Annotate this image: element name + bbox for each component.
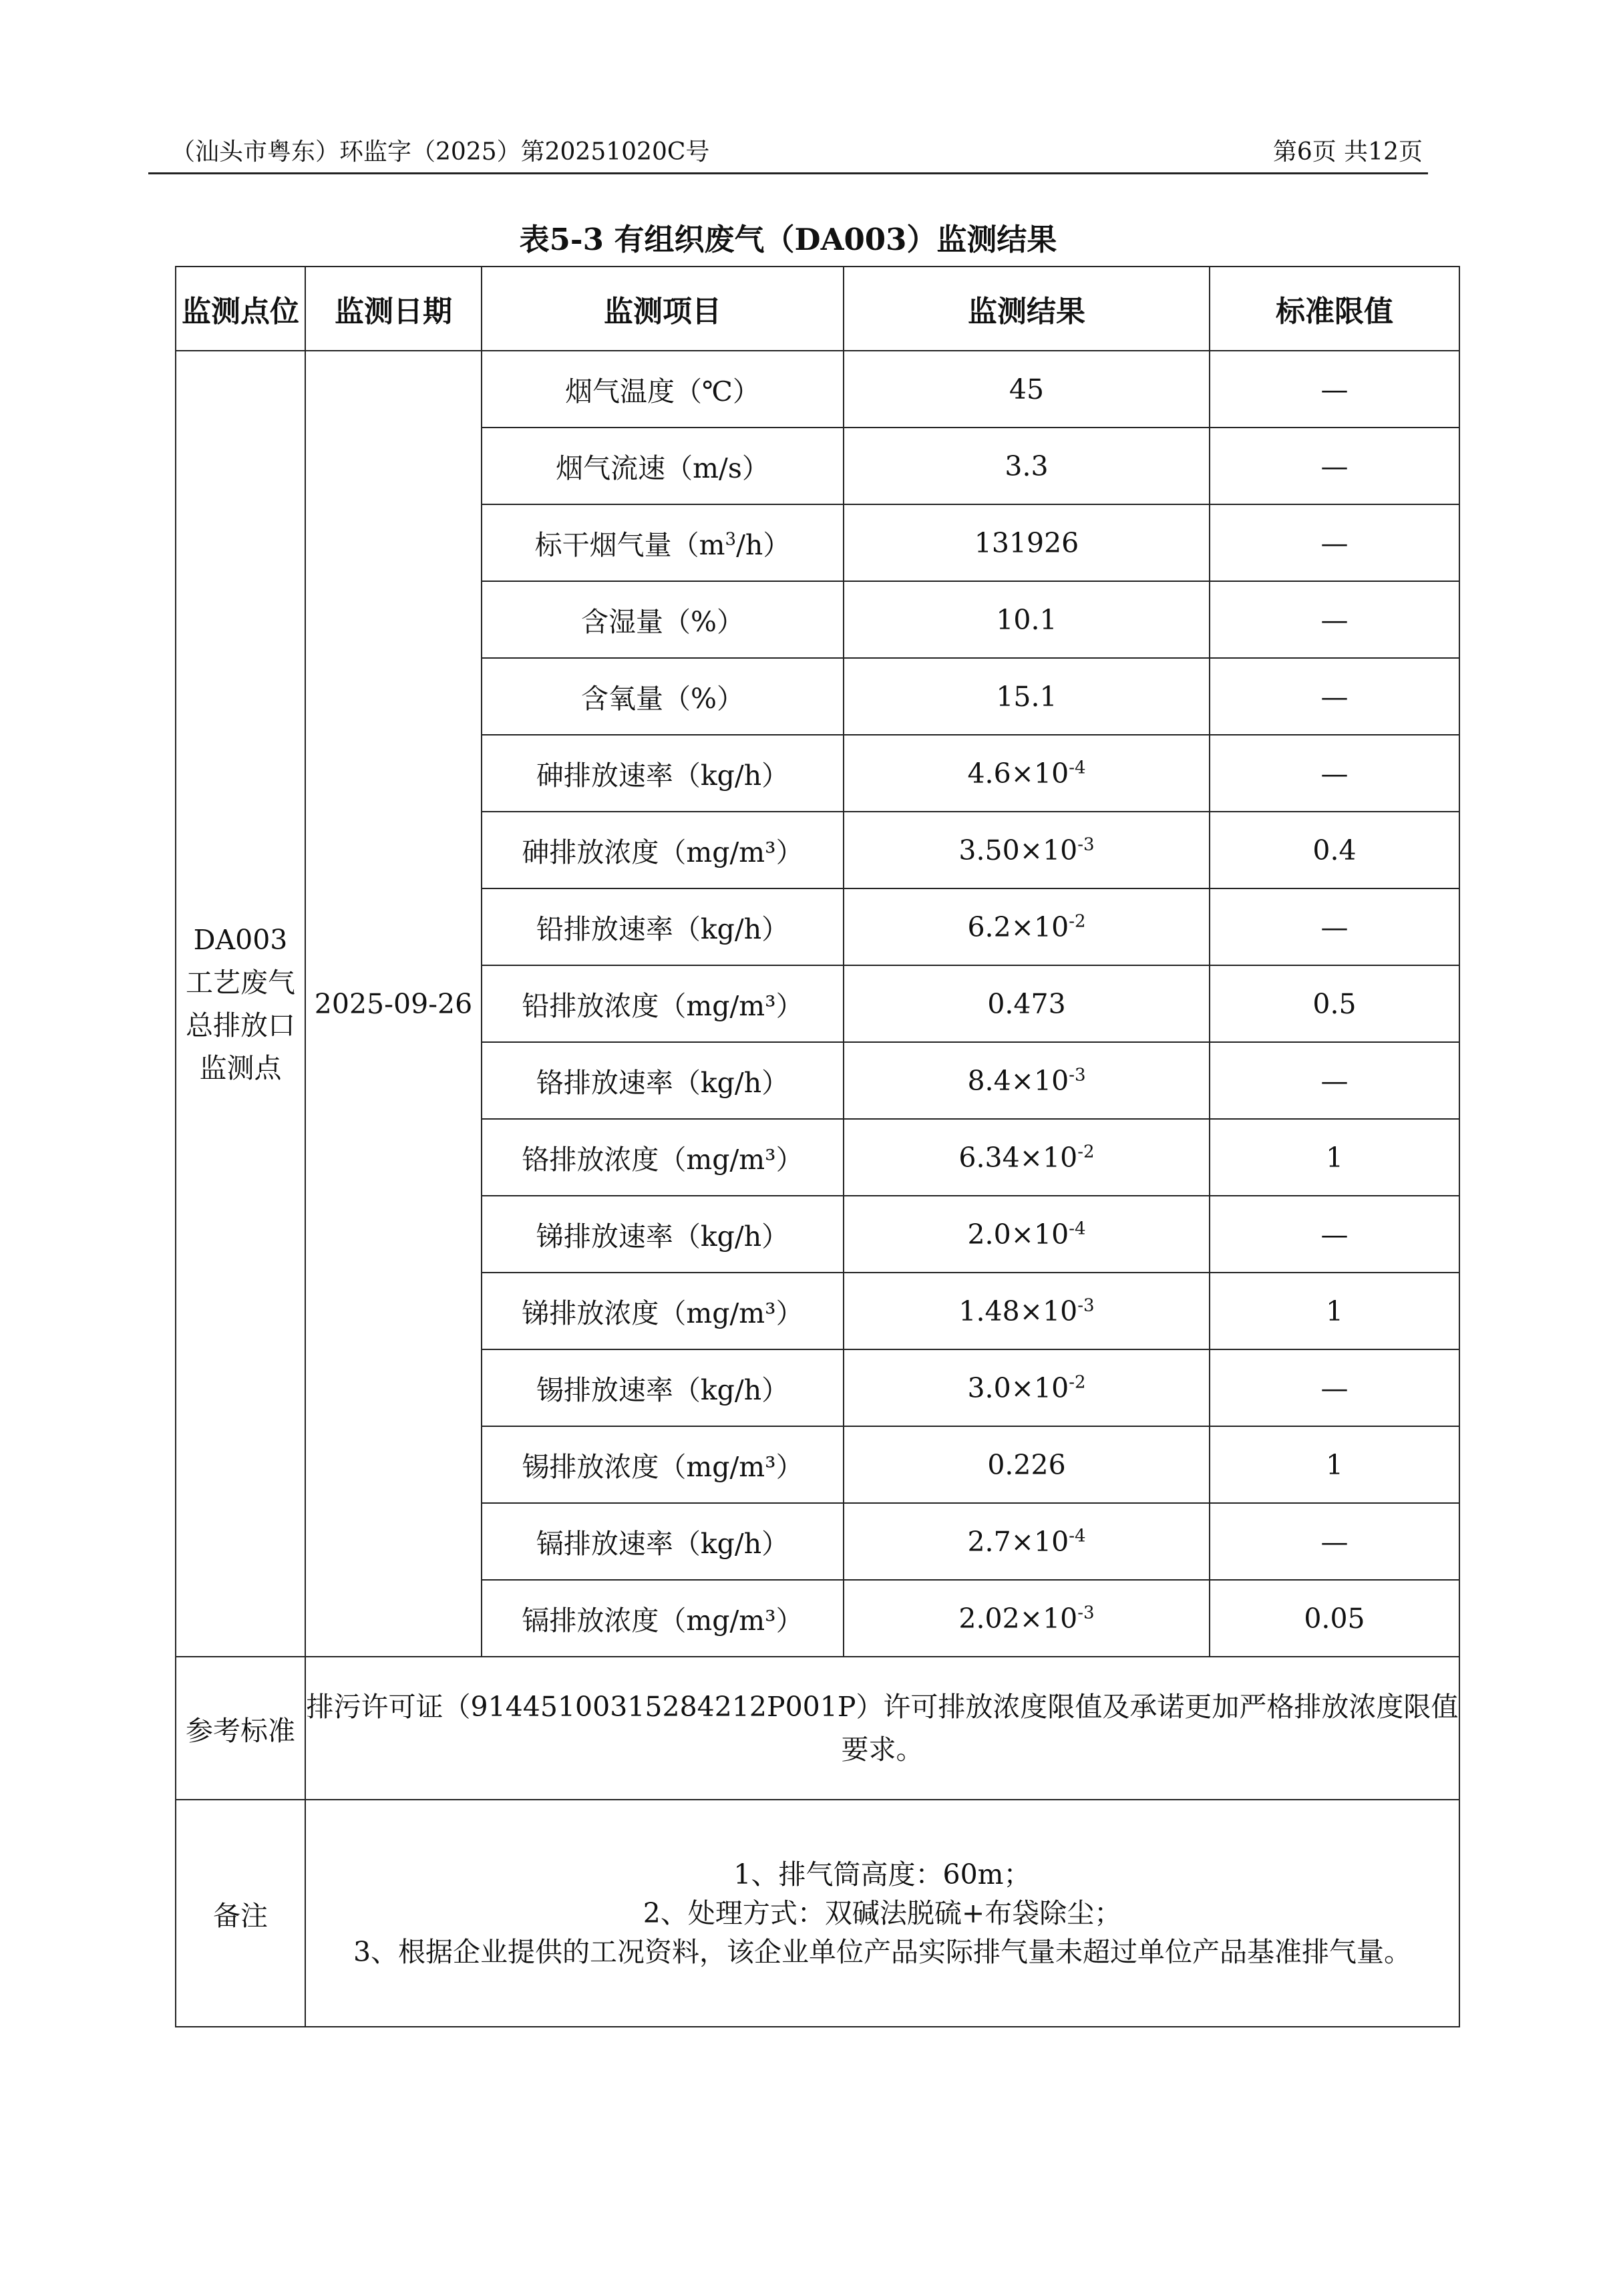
item-text: 含湿量（%） [581, 606, 744, 638]
page-number: 第6页 共12页 [1272, 138, 1423, 166]
col-header-date: 监测日期 [305, 267, 482, 351]
limit-cell: — [1210, 1196, 1459, 1273]
result-cell [844, 1503, 1210, 1580]
notes-row [176, 1800, 1459, 2027]
limit-cell: — [1210, 1503, 1459, 1580]
result-cell [844, 1196, 1210, 1273]
result-value: 6.34×10 [958, 1141, 1078, 1174]
item-text-tail: /h） [736, 529, 791, 561]
notes-label: 备注 [176, 1800, 305, 2027]
limit-cell: — [1210, 1042, 1459, 1119]
limit-cell: — [1210, 658, 1459, 735]
result-cell [844, 888, 1210, 965]
table-row [176, 351, 1459, 428]
item-cell [482, 351, 844, 428]
reference-row [176, 1657, 1459, 1800]
item-cell [482, 1119, 844, 1196]
result-value: 0.473 [987, 987, 1066, 1020]
item-cell [482, 1349, 844, 1426]
item-cell [482, 888, 844, 965]
item-cell [482, 812, 844, 888]
result-exponent: -2 [1069, 1371, 1086, 1392]
result-value: 0.226 [987, 1448, 1066, 1481]
result-exponent: -3 [1077, 1295, 1095, 1315]
result-value: 2.7×10 [967, 1525, 1069, 1558]
item-text: 锑排放速率（kg/h） [536, 1220, 789, 1253]
table-header-row [176, 267, 1459, 351]
item-text: 铅排放速率（kg/h） [536, 913, 789, 945]
note-item: 3、根据企业提供的工况资料，该企业单位产品实际排气量未超过单位产品基准排气量。 [353, 1936, 1412, 1968]
result-cell [844, 1119, 1210, 1196]
item-cell [482, 965, 844, 1042]
item-text: 烟气温度（℃） [565, 375, 760, 407]
item-cell [482, 1196, 844, 1273]
limit-cell: — [1210, 735, 1459, 812]
item-cell [482, 658, 844, 735]
monitoring-point-line: 工艺废气 [186, 966, 295, 999]
item-cell [482, 1273, 844, 1349]
result-exponent: -2 [1077, 1141, 1095, 1162]
item-text: 铅排放浓度（mg/m³） [522, 990, 803, 1022]
result-value: 3.3 [1005, 450, 1049, 482]
item-text: 锑排放浓度（mg/m³） [522, 1297, 803, 1329]
limit-cell: 0.5 [1210, 965, 1459, 1042]
result-cell [844, 1273, 1210, 1349]
result-cell [844, 812, 1210, 888]
limit-cell: 0.05 [1210, 1580, 1459, 1657]
note-item: 2、处理方式：双碱法脱硫+布袋除尘； [643, 1897, 1122, 1929]
limit-cell: — [1210, 504, 1459, 581]
col-header-result: 监测结果 [844, 267, 1210, 351]
result-cell [844, 658, 1210, 735]
limit-cell: 0.4 [1210, 812, 1459, 888]
monitoring-point-cell [176, 351, 305, 1657]
item-cell [482, 428, 844, 504]
result-value: 131926 [974, 526, 1079, 559]
monitoring-point-line: 总排放口 [186, 1009, 295, 1041]
result-value: 4.6×10 [967, 757, 1069, 790]
result-value: 15.1 [996, 680, 1057, 713]
item-text: 标干烟气量（m [534, 529, 725, 561]
result-cell [844, 1580, 1210, 1657]
result-cell [844, 351, 1210, 428]
monitoring-point-line: 监测点 [199, 1051, 282, 1084]
notes-content [305, 1800, 1459, 2027]
result-cell [844, 1426, 1210, 1503]
result-exponent: -2 [1069, 911, 1086, 931]
result-cell [844, 1042, 1210, 1119]
result-value: 10.1 [996, 603, 1057, 636]
results-table [175, 266, 1460, 2027]
limit-cell: — [1210, 351, 1459, 428]
result-cell [844, 965, 1210, 1042]
result-exponent: -3 [1077, 1602, 1095, 1623]
item-text: 镉排放速率（kg/h） [536, 1528, 789, 1560]
limit-cell: — [1210, 888, 1459, 965]
limit-cell: 1 [1210, 1273, 1459, 1349]
reference-label: 参考标准 [176, 1657, 305, 1800]
reference-text: 排污许可证（91445100315284212P001P）许可排放浓度限值及承诺更加严格排放浓度限值要求。 [305, 1657, 1459, 1800]
result-cell [844, 428, 1210, 504]
item-text: 砷排放浓度（mg/m³） [522, 836, 803, 868]
result-value: 45 [1009, 373, 1045, 405]
col-header-item: 监测项目 [482, 267, 844, 351]
result-exponent: -3 [1077, 834, 1095, 854]
item-text: 铬排放速率（kg/h） [536, 1067, 789, 1099]
limit-cell: — [1210, 1349, 1459, 1426]
item-cell [482, 581, 844, 658]
page-header [148, 126, 1428, 174]
item-text: 含氧量（%） [581, 683, 744, 715]
result-value: 6.2×10 [967, 911, 1069, 943]
result-cell [844, 504, 1210, 581]
monitoring-date-cell: 2025-09-26 [305, 351, 482, 1657]
result-value: 3.0×10 [967, 1371, 1069, 1404]
item-text: 锡排放速率（kg/h） [536, 1374, 789, 1406]
table-title: 表5-3 有组织废气（DA003）监测结果 [519, 222, 1057, 257]
limit-cell: 1 [1210, 1119, 1459, 1196]
limit-cell: — [1210, 581, 1459, 658]
item-text: 锡排放浓度（mg/m³） [522, 1451, 803, 1483]
limit-cell: 1 [1210, 1426, 1459, 1503]
result-cell [844, 1349, 1210, 1426]
result-value: 3.50×10 [958, 834, 1078, 866]
item-cell [482, 1503, 844, 1580]
item-text: 铬排放浓度（mg/m³） [522, 1144, 803, 1176]
item-cell [482, 735, 844, 812]
result-cell [844, 581, 1210, 658]
note-item: 1、排气筒高度：60m； [733, 1858, 1031, 1891]
result-value: 8.4×10 [967, 1064, 1069, 1097]
item-cell [482, 1580, 844, 1657]
col-header-limit: 标准限值 [1210, 267, 1459, 351]
item-superscript: 3 [725, 529, 737, 550]
result-exponent: -4 [1069, 1218, 1086, 1239]
item-text: 烟气流速（m/s） [556, 452, 769, 484]
report-reference: （汕头市粤东）环监字（2025）第20251020C号 [171, 138, 710, 166]
item-cell [482, 1042, 844, 1119]
result-exponent: -4 [1069, 1525, 1086, 1546]
item-cell [482, 1426, 844, 1503]
item-text: 砷排放速率（kg/h） [536, 760, 789, 792]
monitoring-point-line: DA003 [193, 923, 288, 956]
item-text: 镉排放浓度（mg/m³） [522, 1605, 803, 1637]
item-cell [482, 504, 844, 581]
result-exponent: -4 [1069, 757, 1086, 778]
result-exponent: -3 [1069, 1064, 1086, 1085]
result-value: 2.02×10 [958, 1602, 1078, 1635]
col-header-point: 监测点位 [176, 267, 305, 351]
result-value: 2.0×10 [967, 1218, 1069, 1251]
limit-cell: — [1210, 428, 1459, 504]
result-value: 1.48×10 [958, 1295, 1078, 1327]
result-cell [844, 735, 1210, 812]
